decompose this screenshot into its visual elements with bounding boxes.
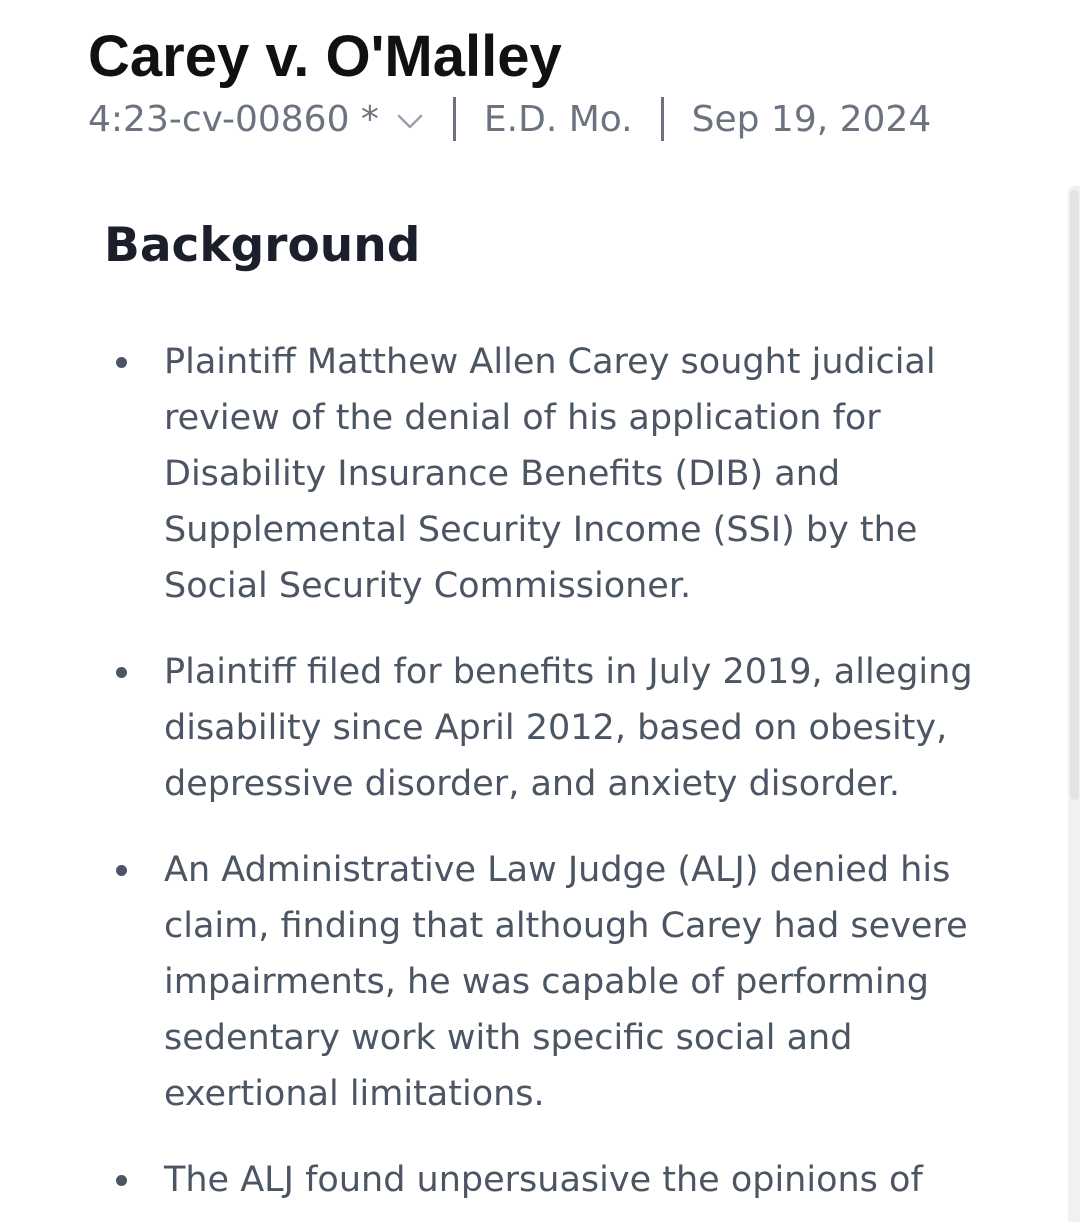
summary-content xyxy=(104,210,1004,1222)
case-meta xyxy=(88,92,1068,146)
case-header xyxy=(88,22,1068,146)
meta-separator xyxy=(661,97,664,141)
meta-separator xyxy=(453,97,456,141)
court-name: E.D. Mo. xyxy=(483,98,633,140)
list-item-text: The ALJ found unpersuasive the opinions of xyxy=(164,1160,923,1200)
decision-date: Sep 19, 2024 xyxy=(691,98,932,140)
list-item xyxy=(104,334,1004,614)
list-item xyxy=(104,644,1004,812)
bullet-dot-icon xyxy=(116,357,127,368)
list-item-text: Plaintiff filed for benefits in July 2019, alleging disability since April 2012, based on obesity, depressive disorder, and anxiety disorder. xyxy=(164,652,973,804)
list-item xyxy=(104,842,1004,1122)
chevron-down-icon xyxy=(395,106,425,136)
scrollbar-thumb[interactable] xyxy=(1070,190,1079,800)
case-number-dropdown[interactable] xyxy=(88,99,425,140)
list-item-text: An Administrative Law Judge (ALJ) denied his claim, finding that although Carey had severe impairments, he was capable of performing sedentary work with specific social and exertional limitations. xyxy=(164,850,968,1114)
section-heading: Background xyxy=(104,218,421,273)
list-item-text: Plaintiff Matthew Allen Carey sought judicial review of the denial of his application for Disability Insurance Benefits (DIB) and Supplemental Security Income (SSI) by the Social Security Commissioner. xyxy=(164,342,936,606)
bullet-dot-icon xyxy=(116,1175,127,1186)
list-item xyxy=(104,1152,1004,1208)
background-list xyxy=(104,334,1004,1208)
case-title: Carey v. O'Malley xyxy=(88,24,562,89)
bullet-dot-icon xyxy=(116,865,127,876)
bullet-dot-icon xyxy=(116,667,127,678)
case-number: 4:23-cv-00860 * xyxy=(88,98,379,140)
